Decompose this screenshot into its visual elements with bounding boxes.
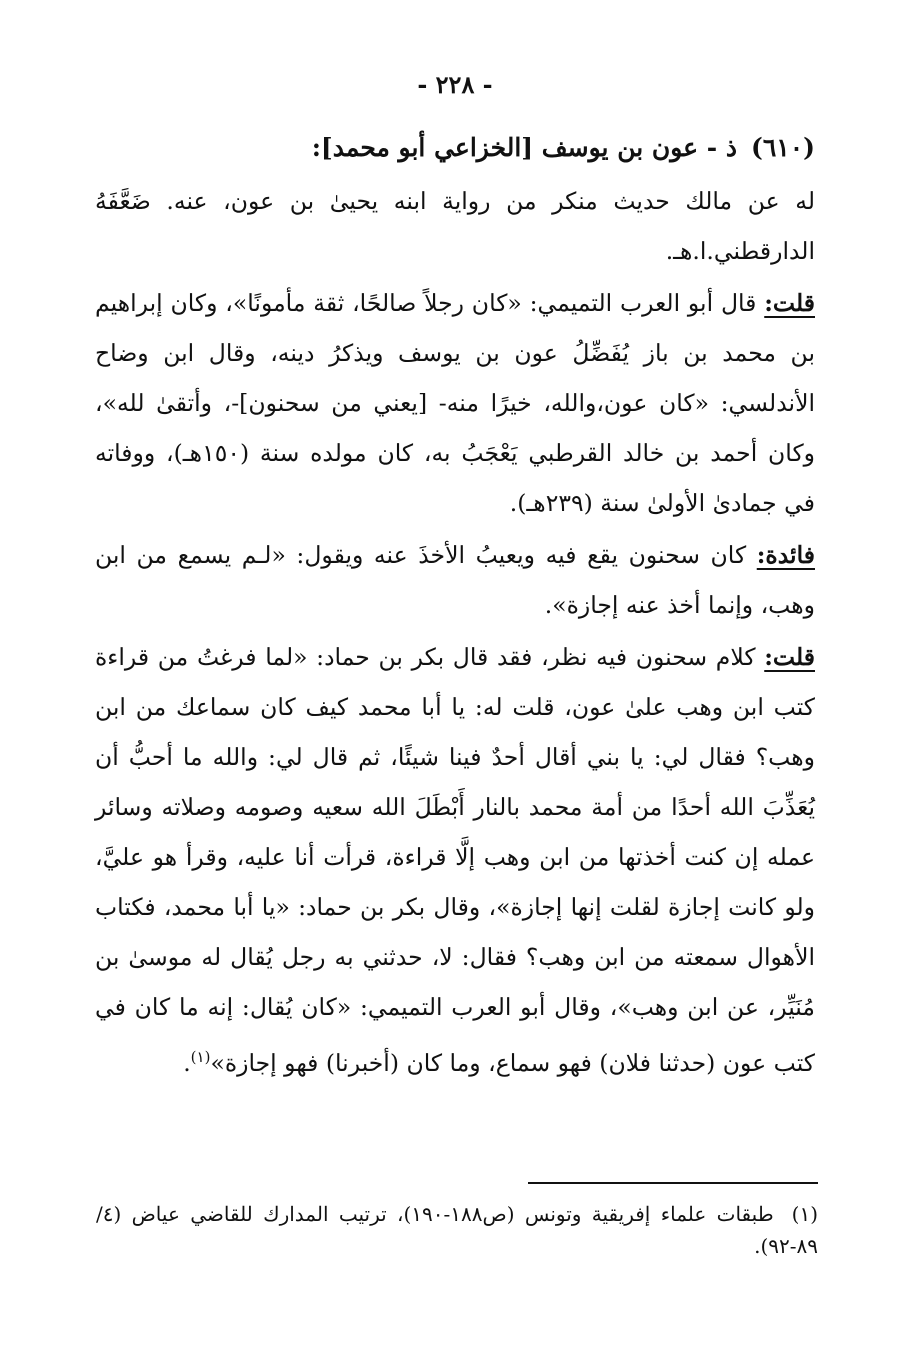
paragraph-narration: [95, 176, 815, 276]
paragraph-end: .: [183, 1048, 191, 1077]
paragraph-benefit: [95, 530, 815, 630]
footnote: [96, 1198, 818, 1262]
note-label: قلت:: [764, 643, 815, 671]
page-number: - ٢٢٨ -: [417, 70, 493, 99]
paragraph-text: كلام سحنون فيه نظر، فقد قال بكر بن حماد: «لما فرغتُ من قراءة كتب ابن وهب علىٰ عون، قلت له: يا أبا محمد كيف كان سماعك من ابن وهب؟ فقال لي: يا بني أقال أحدٌ فينا شيئًا، ثم قال لي: والله ما أحبُّ أن يُعَذِّبَ الله أحدًا من أمة محمد بالنار أَبْطَلَ الله سعيه وصومه وصلاته وسائر عمله إن كنت أخذتها من ابن وهب إلَّا قراءة، قرأت أنا عليه، وقرأ هو عليَّ، ولو كانت إجازة لقلت إنها إجازة»، وقال بكر بن حماد: «يا أبا محمد، فكتاب الأهوال سمعته من ابن وهب؟ فقال: لا، حدثني به رجل يُقال له موسىٰ بن مُنَيِّر، عن ابن وهب»، وقال أبو العرب التميمي: «كان يُقال: إنه ما كان في كتب عون (حدثنا فلان) فهو سماع، وما كان (أخبرنا) فهو إجازة»: [95, 643, 815, 1077]
paragraph-text: كان سحنون يقع فيه ويعيبُ الأخذَ عنه ويقول: «لـم يسمع من ابن وهب، وإنما أخذ عنه إجازة».: [95, 541, 815, 619]
footnote-divider: [528, 1182, 818, 1184]
paragraph-text: قال أبو العرب التميمي: «كان رجلاً صالحًا، ثقة مأمونًا»، وكان إبراهيم بن محمد بن باز يُفَضِّلُ عون بن يوسف ويذكرُ دينه، وقال ابن وضاح الأندلسي: «كان عون،والله، خيرًا منه- [يعني من سحنون]-، وأتقىٰ لله»، وكان أحمد بن خالد القرطبي يَعْجَبُ به، كان مولده سنة (١٥٠هـ)، ووفاته في جمادىٰ الأولىٰ سنة (٢٣٩هـ).: [95, 289, 815, 517]
entry-number: (٦١٠): [751, 133, 815, 162]
footnote-number: (١): [791, 1202, 819, 1226]
footnote-reference: (١): [190, 1048, 211, 1066]
paragraph-note-1: [95, 278, 815, 528]
footnote-text: طبقات علماء إفريقية وتونس (ص١٨٨-١٩٠)، ترتيب المدارك للقاضي عياض (٤/ ٨٩-٩٢).: [96, 1202, 818, 1258]
paragraph-text: له عن مالك حديث منكر من رواية ابنه يحيىٰ بن عون، عنه. ضَعَّفَهُ الدارقطني.ا.هـ.: [95, 187, 815, 265]
paragraph-note-2: [95, 632, 815, 1088]
entry-title: ذ - عون بن يوسف [الخزاعي أبو محمد]:: [311, 133, 738, 162]
note-label: قلت:: [764, 289, 815, 317]
entry-body: [95, 176, 815, 1090]
benefit-label: فائدة:: [756, 541, 815, 569]
entry-header: [95, 128, 815, 168]
